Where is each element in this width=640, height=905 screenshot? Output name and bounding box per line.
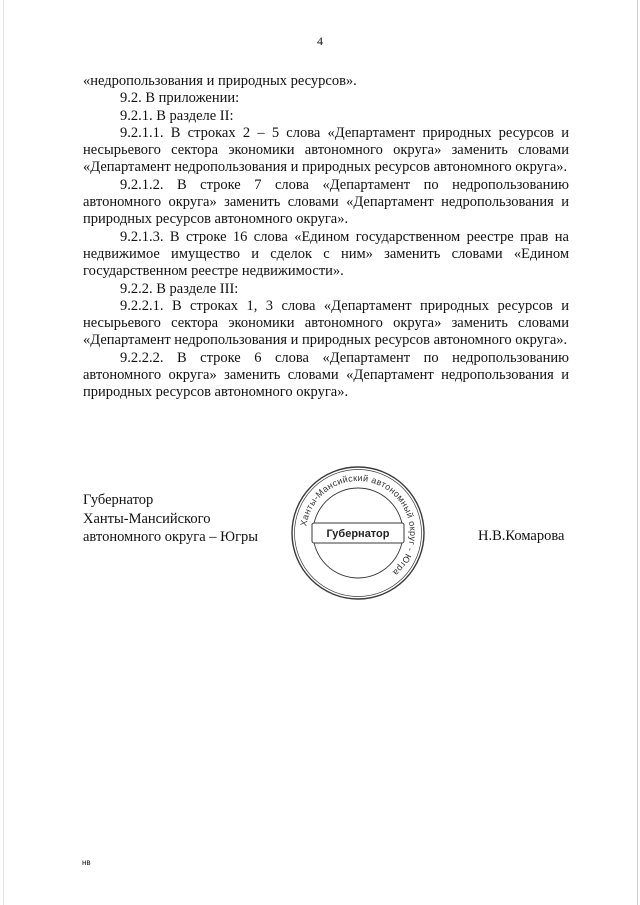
- signatory-name: Н.В.Комарова: [478, 528, 565, 544]
- paragraph: 9.2.1. В разделе II:: [120, 107, 234, 124]
- page-edge-right: [637, 0, 638, 905]
- paragraph: 9.2.1.1. В строках 2 – 5 слова «Департамент природных ресурсов и несырьевого сектора экономики автономного округа» заменить словами «Департамент недропользования и природных ресурсов автономного округа».: [83, 124, 569, 176]
- paragraph: «недропользования и природных ресурсов».: [83, 73, 357, 89]
- paragraph: 9.2.2. В разделе III:: [120, 280, 239, 297]
- page-number: 4: [317, 34, 323, 48]
- seal-center-text: Губернатор: [326, 528, 390, 540]
- paragraph: 9.2. В приложении:: [120, 90, 240, 107]
- page-edge-left: [3, 0, 4, 905]
- document-body: [83, 73, 569, 402]
- paragraph: 9.2.1.3. В строке 16 слова «Едином государственном реестре прав на недвижимое имущество и сделок с ним» заменить словами «Едином государственном реестре недвижимости».: [83, 228, 569, 280]
- paragraph: 9.2.2.2. В строке 6 слова «Департамент по недропользованию автономного округа» заменить словами «Департамент недропользования и природных ресурсов автономного округа».: [83, 349, 569, 401]
- signatory-title-line: автономного округа – Югры: [83, 529, 259, 545]
- footer-mark: нв: [82, 858, 91, 867]
- signatory-title-line: Губернатор: [83, 492, 154, 508]
- seal-ring-text: Ханты-Мансийский автономный округ - Югра: [298, 472, 419, 578]
- governor-seal-stamp: [290, 465, 426, 601]
- paragraph: 9.2.2.1. В строках 1, 3 слова «Департамент природных ресурсов и несырьевого сектора экономики автономного округа» заменить словами «Департамент недропользования и природных ресурсов автономного округа».: [83, 297, 569, 349]
- signatory-title: [83, 491, 258, 547]
- paragraph: 9.2.1.2. В строке 7 слова «Департамент по недропользованию автономного округа» заменить словами «Департамент недропользования и природных ресурсов автономного округа».: [83, 176, 569, 228]
- signatory-title-line: Ханты-Мансийского: [83, 510, 211, 527]
